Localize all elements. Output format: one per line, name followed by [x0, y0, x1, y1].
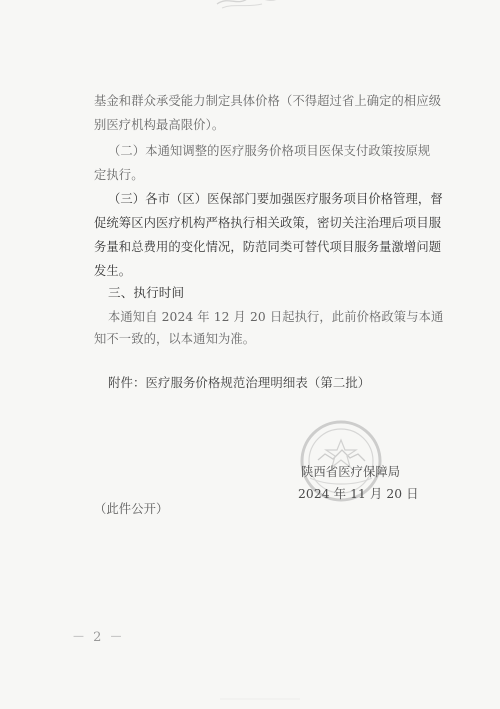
public-note: （此件公开） [94, 502, 169, 516]
paragraph-2-line-1: （二）本通知调整的医疗服务价格项目医保支付政策按原规 [108, 144, 431, 158]
attachment-line: 附件：医疗服务价格规范治理明细表（第二批） [108, 375, 371, 390]
paragraph-2-line-2: 定执行。 [94, 168, 144, 182]
paragraph-4-line-2: 知不一致的，以本通知为准。 [94, 332, 256, 346]
stamp-fragment-icon [214, 0, 284, 11]
scan-artifact-icon [220, 696, 300, 702]
paragraph-1-line-2: 别医疗机构最高限价）。 [94, 118, 225, 132]
issue-date: 2024 年 11 月 20 日 [298, 487, 419, 501]
section-3-heading: 三、执行时间 [108, 285, 185, 300]
paragraph-1-line-1: 基金和群众承受能力制定具体价格（不得超过省上确定的相应级 [94, 94, 442, 108]
paragraph-3-line-4: 发生。 [94, 264, 132, 278]
issuer-name: 陕西省医疗保障局 [301, 465, 401, 479]
paragraph-4-line-1: 本通知自 2024 年 12 月 20 日起执行，此前价格政策与本通 [108, 310, 444, 324]
page-number: － 2 － [72, 630, 125, 645]
paragraph-3-line-2: 促统筹区内医疗机构严格执行相关政策，密切关注治理后项目服 [94, 216, 442, 230]
paragraph-3-line-1: （三）各市（区）医保部门要加强医疗服务项目价格管理，督 [108, 192, 443, 206]
paragraph-3-line-3: 务量和总费用的变化情况，防范同类可替代项目服务量激增问题 [94, 240, 442, 254]
